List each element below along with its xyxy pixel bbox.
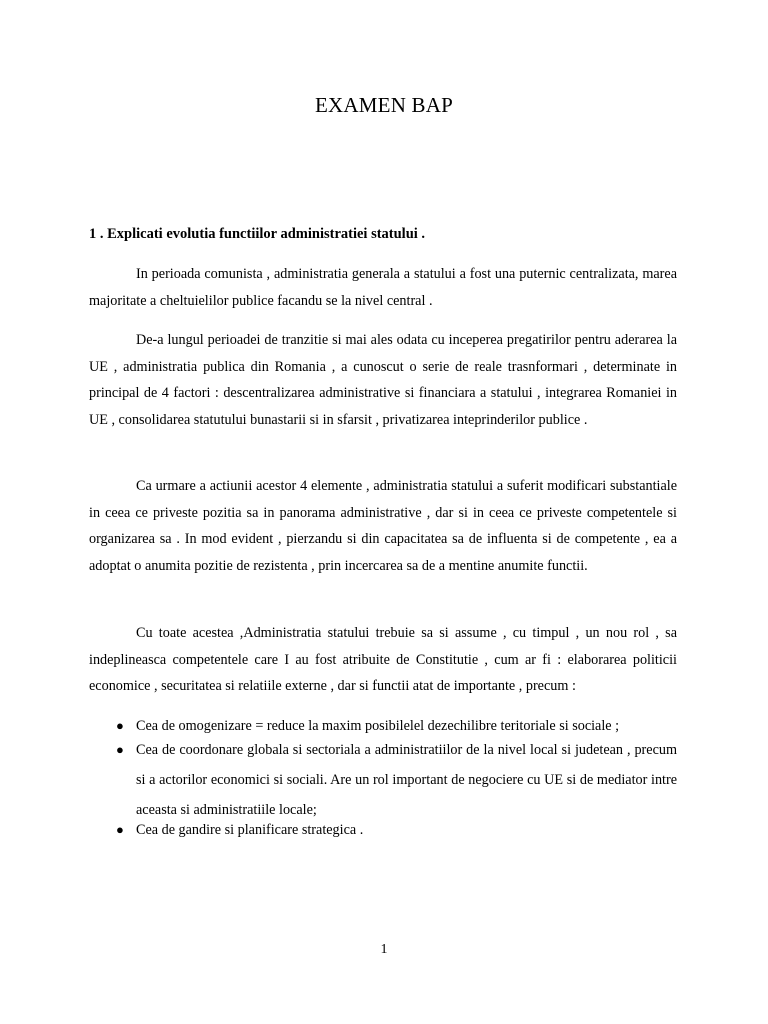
bullet-text: Cea de omogenizare = reduce la maxim posibilelel dezechilibre teritoriale si sociale ; <box>136 718 620 734</box>
paragraph-1: In perioada comunista , administratia generala a statului a fost una puternic centralizata, marea majoritate a cheltuielilor publice facandu se la nivel central . <box>89 266 677 309</box>
page-number: 1 <box>380 942 388 957</box>
section-heading: 1 . Explicati evolutia functiilor administratiei statului . <box>89 226 426 242</box>
bullet-icon: ● <box>116 718 124 733</box>
bullet-icon: ● <box>116 822 124 837</box>
bullet-text: Cea de gandire si planificare strategica . <box>136 822 364 838</box>
bullet-item <box>89 715 677 737</box>
document-title: EXAMEN BAP <box>315 93 453 117</box>
paragraph-4: Cu toate acestea ,Administratia statului trebuie sa si assume , cu timpul , un nou rol , sa indeplineasca competentele care I au fost atribuite de Constitutie , cum ar fi : elaborarea politicii economice , securitatea si relatiile externe , dar si functii atat de importante , precum : <box>89 625 677 694</box>
paragraph-2: De-a lungul perioadei de tranzitie si mai ales odata cu inceperea pregatirilor pentru aderarea la UE , administratia publica din Romania , a cunoscut o serie de reale trasnformari , determinate in principal de 4 factori : descentralizarea administrative si financiara a statului , integrarea Romaniei in UE , consolidarea statutului bunastarii si in sfarsit , privatizarea inteprinderilor publice . <box>89 332 677 428</box>
paragraph-3: Ca urmare a actiunii acestor 4 elemente , administratia statului a suferit modificari substantiale in ceea ce priveste pozitia sa in panorama administrative , dar si in ceea ce priveste competentele si organizarea sa . In mod evident , pierzandu si din capacitatea sa de influenta si de competente , ea a adoptat o anumita pozitie de rezistenta , prin incercarea sa de a mentine anumite functii. <box>89 478 677 574</box>
bullet-item <box>89 735 677 825</box>
bullet-item <box>89 819 677 841</box>
bullet-list <box>89 715 677 841</box>
bullet-text: Cea de coordonare globala si sectoriala a administratiilor de la nivel local si judetean , precum si a actorilor economici si sociali. Are un rol important de negociere cu UE si de mediator intre aceasta si administratiile locale; <box>136 742 677 818</box>
bullet-icon: ● <box>116 742 124 757</box>
